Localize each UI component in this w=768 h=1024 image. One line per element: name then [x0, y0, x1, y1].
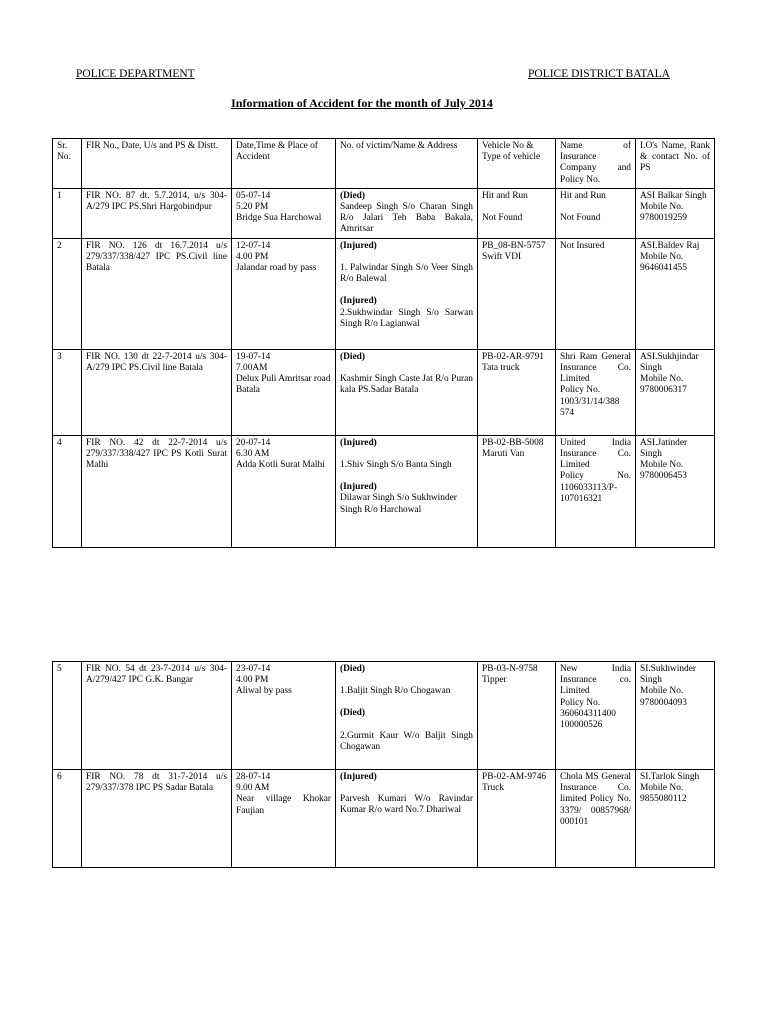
accident-time: 5.20 PM [236, 202, 269, 213]
victim-details: Dilawar Singh S/o Sukhwinder Singh R/o Harchowal [340, 493, 457, 515]
col-header-vehicle: Vehicle No & Type of vehicle [478, 139, 556, 189]
cell-insurance [556, 188, 636, 238]
accident-table-page-1 [52, 138, 715, 548]
victim-status: (Injured) [340, 240, 377, 251]
cell-sr: 1 [53, 188, 82, 238]
cell-vehicle [478, 349, 556, 435]
cell-fir: FIR NO. 54 dt 23-7-2014 u/s 304-A/279/427 IPC G.K. Bangar [82, 662, 232, 770]
accident-place: Delux Puli Amritsar road Batala [236, 374, 331, 396]
victim-details: 2.Gurmit Kaur W/o Baljit Singh Chogawan [340, 730, 473, 752]
table-row [53, 770, 715, 868]
accident-place: Jalandar road by pass [236, 263, 317, 274]
accident-date: 20-07-14 [236, 437, 271, 448]
io-name: ASI Balkar Singh [640, 190, 707, 201]
cell-victim [336, 238, 478, 349]
document-title: Information of Accident for the month of July 2014 [231, 96, 493, 110]
cell-vehicle [478, 770, 556, 868]
vehicle-type: Swift VDI [482, 252, 522, 263]
io-mobile: Mobile No. 9780004093 [640, 686, 687, 708]
victim-details: Parvesh Kumari W/o Ravindar Kumar R/o ward No.7 Dhariwal [340, 794, 473, 816]
col-header-io: I.O's Name, Rank & contact No. of PS [636, 139, 715, 189]
vehicle-number: PB-03-N-9758 [482, 664, 538, 674]
cell-date-place [232, 238, 336, 349]
accident-place: Adda Kotli Surat Malhi [236, 460, 325, 471]
cell-insurance [556, 238, 636, 349]
victim-status: (Died) [340, 190, 365, 201]
victim-status: (Injured) [340, 482, 377, 493]
io-name: SI.Tarlok Singh [640, 772, 700, 782]
cell-date-place [232, 349, 336, 435]
cell-victim [336, 770, 478, 868]
victim-status: (Injured) [340, 296, 377, 307]
cell-vehicle [478, 188, 556, 238]
vehicle-number: PB_08-BN-5757 [482, 240, 546, 251]
vehicle-number: PB-02-BB-5008 [482, 437, 544, 448]
insurance-company: Shri Ram General Insurance Co. Limited [560, 351, 631, 385]
insurance-policy: Not Found [560, 213, 601, 224]
cell-fir: FIR NO. 78 dt 31-7-2014 u/s 279/337/378 IPC PS Sadar Batala [82, 770, 232, 868]
accident-date: 19-07-14 [236, 351, 271, 362]
accident-table-page-2 [52, 661, 715, 868]
cell-vehicle [478, 435, 556, 547]
io-name: SI.Sukhwinder Singh [640, 664, 696, 686]
table-row [53, 349, 715, 435]
cell-insurance [556, 435, 636, 547]
io-name: ASI.Jatinder Singh [640, 437, 688, 460]
district-heading: POLICE DISTRICT BATALA [528, 68, 670, 80]
table-row [53, 238, 715, 349]
victim-status: (Died) [340, 351, 365, 362]
vehicle-type: Tata truck [482, 363, 520, 374]
vehicle-type: Not Found [482, 213, 523, 224]
cell-sr: 5 [53, 662, 82, 770]
cell-victim [336, 435, 478, 547]
col-header-victim: No. of victim/Name & Address [336, 139, 478, 189]
cell-victim [336, 349, 478, 435]
table-header-row [53, 139, 715, 189]
victim-status: (Died) [340, 708, 365, 719]
vehicle-number: Hit and Run [482, 190, 528, 201]
cell-fir: FIR NO. 42 dt 22-7-2014 u/s 279/337/338/427 IPC PS Kotli Surat Malhi [82, 435, 232, 547]
cell-fir: FIR NO. 87 dt. 5.7.2014, u/s 304-A/279 IPC PS.Shri Hargobindpur [82, 188, 232, 238]
col-header-fir: FIR No., Date, U/s and PS & Distt. [82, 139, 232, 189]
accident-place: Near village Khokar Faujian [236, 794, 331, 816]
table-row [53, 188, 715, 238]
cell-io [636, 435, 715, 547]
io-name: ASI.Sukhjindar Singh [640, 351, 699, 374]
cell-victim [336, 662, 478, 770]
col-header-date-place: Date,Time & Place of Accident [232, 139, 336, 189]
victim-details: 1.Baljit Singh R/o Chogawan [340, 686, 451, 697]
insurance-policy: Policy No. 1106033113/P-107016321 [560, 471, 631, 504]
cell-insurance [556, 662, 636, 770]
vehicle-number: PB-02-AM-9746 [482, 772, 547, 782]
cell-vehicle [478, 238, 556, 349]
victim-status: (Injured) [340, 772, 377, 782]
insurance-policy: Policy No. 1003/31/14/388 574 [560, 385, 620, 418]
accident-time: 7.00AM [236, 363, 268, 374]
cell-insurance [556, 349, 636, 435]
cell-fir: FIR NO. 130 dt 22-7-2014 u/s 304-A/279 IPC PS.Civil line Batala [82, 349, 232, 435]
victim-details: Sandeep Singh S/o Charan Singh R/o Jalari Teh Baba Bakala, Amritsar [340, 202, 473, 235]
col-header-sr: Sr. No. [53, 139, 82, 189]
table-row [53, 662, 715, 770]
accident-time: 4.00 PM [236, 252, 269, 263]
insurance-company: Hit and Run [560, 190, 606, 201]
io-mobile: Mobile No. 9855080112 [640, 783, 687, 805]
vehicle-type: Truck [482, 783, 505, 794]
insurance-policy: Policy No. 360604311400 100000526 [560, 697, 616, 731]
insurance-company: Chola MS General Insurance Co. limited Policy No. 3379/ 00857968/ 000101 [560, 772, 631, 827]
victim-details: 1. Palwindar Singh S/o Veer Singh R/o Balewal [340, 263, 473, 285]
cell-fir: FIR NO. 126 dt 16.7.2014 u/s 279/337/338/427 IPC PS.Civil line Batala [82, 238, 232, 349]
accident-time: 9.00 AM [236, 783, 270, 794]
io-mobile: Mobile No. 9780019259 [640, 202, 687, 224]
cell-sr: 4 [53, 435, 82, 547]
io-name: ASI.Baldev Raj [640, 240, 700, 251]
insurance-company: Not Insured [560, 240, 605, 251]
accident-time: 4.00 PM [236, 675, 269, 686]
accident-date: 05-07-14 [236, 190, 271, 201]
io-mobile: Mobile No. 9780006317 [640, 374, 687, 396]
victim-status: (Died) [340, 664, 365, 674]
accident-place: Aliwal by pass [236, 686, 292, 697]
cell-vehicle [478, 662, 556, 770]
cell-io [636, 662, 715, 770]
victim-status: (Injured) [340, 437, 377, 448]
io-mobile: Mobile No. 9646041455 [640, 252, 687, 274]
victim-details: 2.Sukhwindar Singh S/o Sarwan Singh R/o Lagianwal [340, 307, 473, 329]
cell-date-place [232, 435, 336, 547]
cell-sr: 3 [53, 349, 82, 435]
accident-date: 12-07-14 [236, 240, 271, 251]
cell-date-place [232, 662, 336, 770]
accident-date: 23-07-14 [236, 664, 271, 674]
table-row [53, 435, 715, 547]
vehicle-type: Tipper [482, 675, 507, 686]
col-header-insurance: Name of Insurance Company and Policy No. [556, 139, 636, 189]
cell-io [636, 349, 715, 435]
department-heading: POLICE DEPARTMENT [76, 68, 195, 80]
accident-place: Bridge Sua Harchowal [236, 213, 322, 224]
vehicle-number: PB-02-AR-9791 [482, 351, 544, 362]
cell-victim [336, 188, 478, 238]
insurance-company: United India Insurance Co. Limited [560, 437, 631, 471]
cell-insurance [556, 770, 636, 868]
insurance-company: New India Insurance co. Limited [560, 664, 631, 697]
accident-time: 6.30 AM [236, 449, 270, 460]
victim-details: Kashmir Singh Caste Jat R/o Puran kala PS.Sadar Batala [340, 374, 473, 396]
accident-date: 28-07-14 [236, 772, 271, 782]
cell-sr: 2 [53, 238, 82, 349]
io-mobile: Mobile No. 9780006453 [640, 460, 687, 482]
cell-io [636, 238, 715, 349]
cell-date-place [232, 770, 336, 868]
victim-details: 1.Shiv Singh S/o Banta Singh [340, 460, 452, 471]
cell-sr: 6 [53, 770, 82, 868]
cell-io [636, 770, 715, 868]
vehicle-type: Maruti Van [482, 449, 525, 460]
cell-date-place [232, 188, 336, 238]
cell-io [636, 188, 715, 238]
